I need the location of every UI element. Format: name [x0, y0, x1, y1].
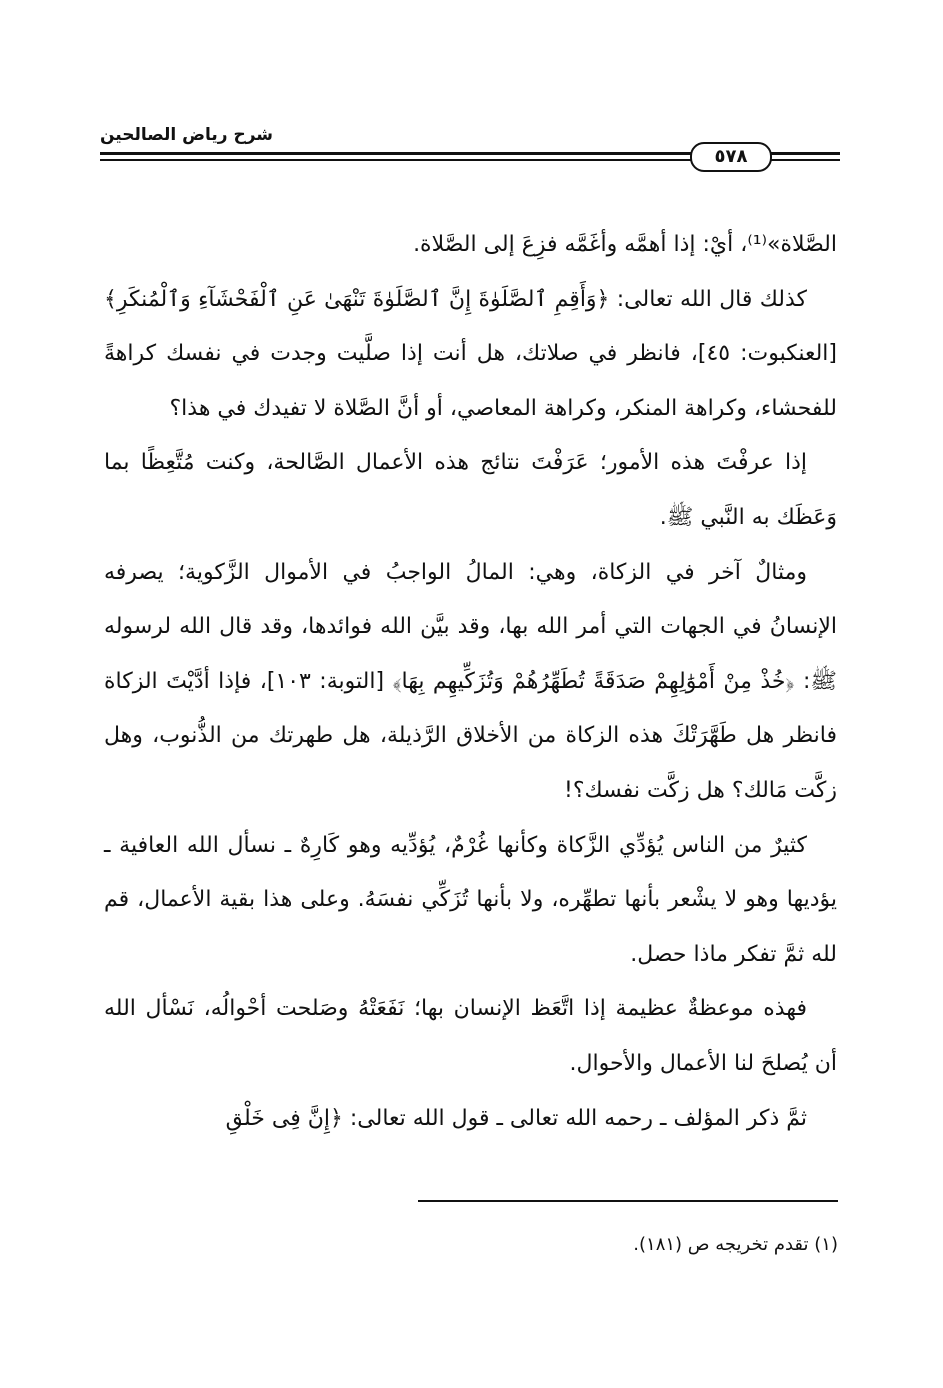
running-title: شرح رياض الصالحين [100, 125, 274, 145]
paragraph: إذا عرفْتَ هذه الأمور؛ عَرَفْتَ نتائج هذه الأعمال الصَّالحة، وكنت مُتَّعِظًا بما وَعَظَك به النَّبي ﷺ. [104, 450, 837, 530]
paragraph: كثيرٌ من الناس يُؤدِّي الزَّكاة وكأنها غُرْمٌ، يُؤدِّيه وهو كَارِهٌ ـ نسأل الله العافية ـ يؤديها وهو لا يشْعر بأنها تطهِّره، ولا بأنها تُزَكِّي نفسَهُ. وعلى هذا بقية الأعمال، قم لله ثمَّ تفكر ماذا حصل. [104, 832, 837, 967]
paragraph: الصَّلاة»⁽¹⁾، أيْ: إذا أهمَّه وأغَمَّه فزِعَ إلى الصَّلاة. [413, 232, 837, 257]
paragraph: ومثالٌ آخر في الزكاة، وهي: المالُ الواجبُ في الأموال الزَّكوية؛ يصرفه الإنسانُ في الجهات التي أمر الله بها، وقد بيَّن الله فوائدها، وقد قال الله لرسوله ﷺ: ﴿خُذْ مِنْ أَمْوَٰلِهِمْ صَدَقَةً تُطَهِّرُهُمْ وَتُزَكِّيهِم بِهَا﴾ [التوبة: ١٠٣]، فإذا أدَّيْتَ الزكاة فانظر هل طَهَّرَتْكَ هذه الزكاة من الأخلاق الرَّذيلة، هل طهرتك من الذُّنوب، وهل زكَّت مَالك؟ هل زكَّت نفسك؟! [104, 559, 838, 803]
paragraph: كذلك قال الله تعالى: ﴿وَأَقِمِ ٱلصَّلَوٰةَ إِنَّ ٱلصَّلَوٰةَ تَنْهَىٰ عَنِ ٱلْفَحْشَآءِ وَٱلْمُنكَرِ﴾ [العنكبوت: ٤٥]، فانظر في صلاتك، هل أنت إذا صلَّيت وجدت في نفسك كراهةً للفحشاء، وكراهة المنكر، وكراهة المعاصي، أو أنَّ الصَّلاة لا تفيدك في هذا؟ [104, 286, 838, 421]
footnote-separator [418, 1200, 838, 1202]
footnote: (١) تقدم تخريجه ص (١٨١). [633, 1234, 838, 1255]
page-number: ٥٧٨ [690, 142, 772, 172]
main-text [104, 218, 837, 1146]
page-header [100, 122, 840, 182]
paragraph: فهذه موعظةٌ عظيمة إذا اتَّعَظ الإنسان بها؛ نَفَعَتْهُ وصَلحت أحْوالُه، نَسْأل الله أن يُصلحَ لنا الأعمال والأحوال. [104, 996, 837, 1076]
paragraph: ثمَّ ذكر المؤلف ـ رحمه الله تعالى ـ قول الله تعالى: ﴿إِنَّ فِى خَلْقِ [225, 1105, 807, 1131]
